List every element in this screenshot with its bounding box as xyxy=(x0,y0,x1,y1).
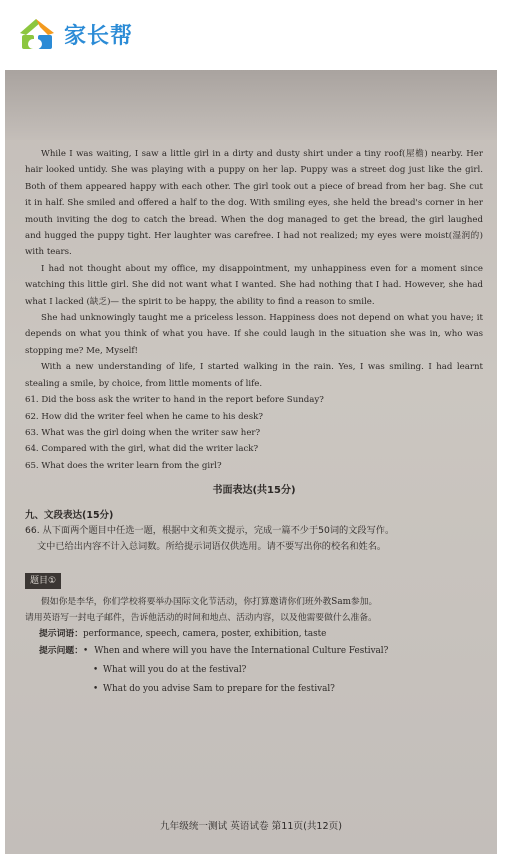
hint-question-item xyxy=(25,661,483,680)
question-item: 65. What does the writer learn from the girl? xyxy=(25,460,222,471)
writing-task: 66. 从下面两个题目中任选一题，根据中文和英文提示，完成一篇不少于50词的文段写作。 xyxy=(25,525,395,537)
hint-question-item xyxy=(25,642,483,661)
brand-name: 家长帮 xyxy=(64,23,134,49)
topic-label: 题目① xyxy=(25,573,61,589)
hint-words-row xyxy=(25,626,483,642)
writing-section-title: 书面表达(共15分) xyxy=(212,485,296,497)
hint-question-text: When and where will you have the International Culture Festival? xyxy=(94,645,389,656)
hint-question-item xyxy=(25,680,483,699)
hint-words-label: 提示词语： xyxy=(39,628,83,639)
bullet-icon: • xyxy=(83,645,89,656)
hint-question-text: What do you advise Sam to prepare for the festival? xyxy=(103,683,335,694)
question-item: 61. Did the boss ask the writer to hand in the report before Sunday? xyxy=(25,395,324,406)
writing-note: 文中已给出内容不计入总词数。所给提示词语仅供选用。请不要写出你的校名和姓名。 xyxy=(37,541,387,553)
passage-paragraph: She had unknowingly taught me a priceless lesson. Happiness does not depend on what you have; it depends on what you think of what you have. If she could laugh in the situation she was in, who was stopping me? Me, Myself! xyxy=(25,313,483,356)
passage-paragraph: While I was waiting, I saw a little girl in a dirty and dusty shirt under a tiny roof(屋檐) nearby. Her hair looked untidy. She was playing with a puppy on her lap. Puppy was a street dog just like the girl. Both of them appeared happy with each other. The girl took out a piece of bread from her bag. She cut it in half. She smiled and offered a half to the dog. With smiling eyes, she held the bread's corner in her mouth inviting the dog to catch the bread. When the dog managed to get the bread, the girl laughed and hugged the puppy tight. Her laughter was carefree. I had not realized; my eyes were moist(湿润的) with tears. xyxy=(25,149,483,258)
writing-prompt: 假如你是李华，你们学校将要举办国际文化节活动，你打算邀请你们班外教Sam参加。 xyxy=(41,596,378,607)
exam-page-content xyxy=(25,146,483,699)
page-footer: 九年级统一测试 英语试卷 第11页(共12页) xyxy=(160,821,342,832)
house-logo-icon xyxy=(16,15,60,53)
question-list xyxy=(25,392,483,474)
hint-questions-list xyxy=(25,642,483,699)
question-item: 62. How did the writer feel when he came to his desk? xyxy=(25,411,263,422)
passage-paragraph: I had not thought about my office, my disappointment, my unhappiness even for a moment since watching this little girl. She did not want what I wanted. She had nothing that I had. However, she had what I lacked (缺乏)— the spirit to be happy, the ability to find a reason to smile. xyxy=(25,263,483,307)
reading-passage xyxy=(25,146,483,392)
hint-questions-label: 提示问题： xyxy=(39,645,83,656)
brand-header xyxy=(16,14,133,54)
writing-subsection-title: 九、文段表达(15分) xyxy=(25,510,114,522)
passage-paragraph: With a new understanding of life, I started walking in the rain. Yes, I was smiling. I had learnt stealing a smile, by choice, from little moments of life. xyxy=(25,362,483,389)
hint-question-text: What will you do at the festival? xyxy=(103,664,247,675)
exam-paper-photo xyxy=(5,70,497,854)
writing-prompt: 请用英语写一封电子邮件，告诉他活动的时间和地点、活动内容，以及他需要做什么准备。 xyxy=(25,612,377,623)
question-item: 64. Compared with the girl, what did the writer lack? xyxy=(25,444,259,455)
hint-words: performance, speech, camera, poster, exhibition, taste xyxy=(83,628,327,639)
question-item: 63. What was the girl doing when the writer saw her? xyxy=(25,427,261,438)
